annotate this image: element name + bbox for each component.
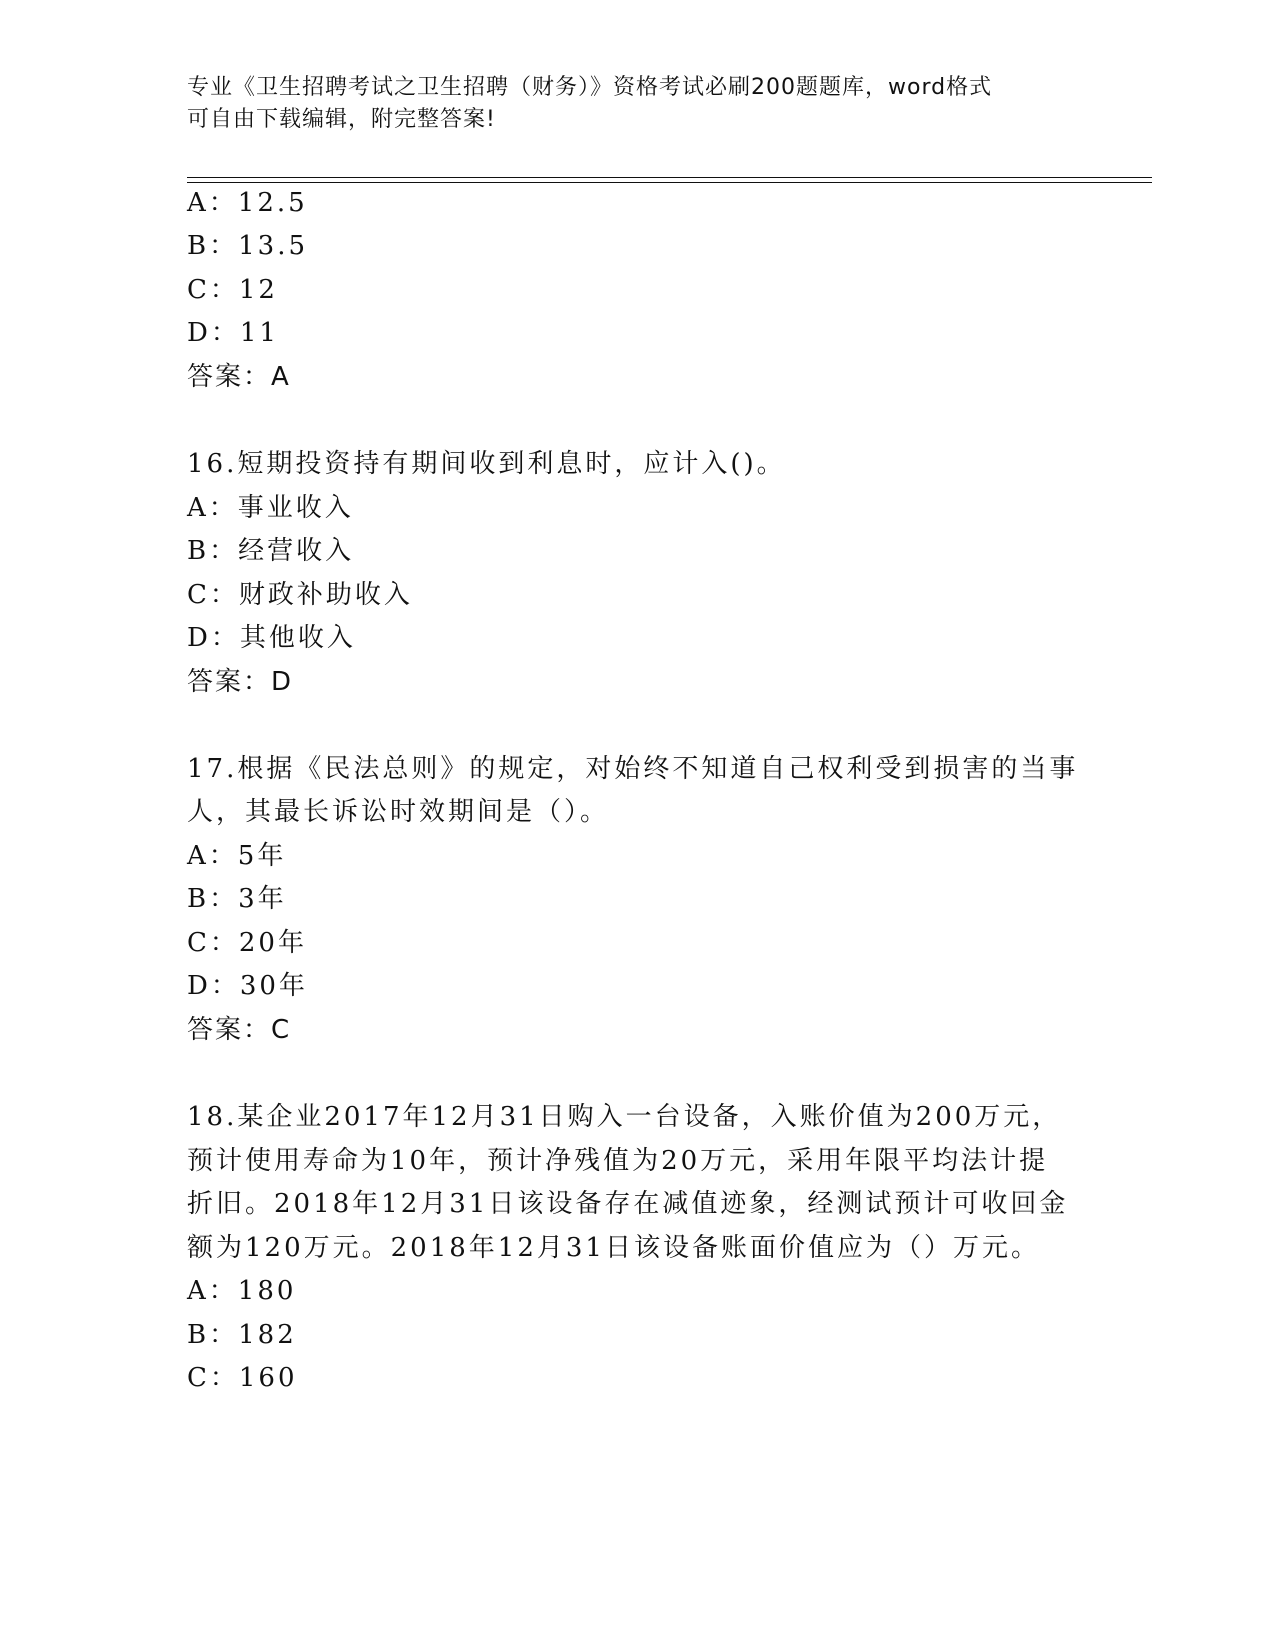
q17-option-b: B：3年: [187, 884, 287, 914]
q16-option-c: C：财政补助收入: [187, 580, 413, 610]
q16-stem: 16.短期投资持有期间收到利息时，应计入()。: [187, 449, 786, 479]
q16-option-b: B：经营收入: [187, 536, 355, 566]
q17-option-a: A：5年: [187, 841, 287, 871]
document-header: [187, 72, 1087, 136]
q18-stem-line-4: 额为120万元。2018年12月31日该设备账面价值应为（）万元。: [187, 1233, 1040, 1263]
q18-stem-line-2: 预计使用寿命为10年，预计净残值为20万元，采用年限平均法计提: [187, 1146, 1049, 1176]
q15-option-d: D：11: [187, 318, 279, 348]
q16-option-d: D：其他收入: [187, 623, 356, 653]
q18-stem-line-3: 折旧。2018年12月31日该设备存在减值迹象，经测试预计可收回金: [187, 1189, 1069, 1219]
q18-stem-line-1: 18.某企业2017年12月31日购入一台设备，入账价值为200万元，: [187, 1102, 1062, 1132]
q18-option-b: B：182: [187, 1320, 297, 1350]
q17-stem-line-2: 人，其最长诉讼时效期间是（）。: [187, 797, 610, 827]
q17-answer: 答案：C: [187, 1015, 292, 1045]
q18-option-c: C：160: [187, 1363, 298, 1393]
q17-stem-line-1: 17.根据《民法总则》的规定，对始终不知道自己权利受到损害的当事: [187, 754, 1079, 784]
header-line-1: 专业《卫生招聘考试之卫生招聘（财务）》资格考试必刷200题题库，word格式: [187, 75, 993, 100]
q17-option-c: C：20年: [187, 928, 307, 958]
q18-option-a: A：180: [187, 1276, 297, 1306]
header-line-2: 可自由下载编辑，附完整答案!: [187, 107, 496, 132]
q15-option-a: A：12.5: [187, 188, 308, 218]
q15-option-c: C：12: [187, 275, 278, 305]
q16-answer: 答案：D: [187, 667, 294, 697]
q15-answer: 答案：A: [187, 362, 291, 392]
q15-option-b: B：13.5: [187, 231, 308, 261]
q16-option-a: A：事业收入: [187, 493, 354, 523]
q17-option-d: D：30年: [187, 971, 308, 1001]
header-divider-top: [187, 177, 1152, 178]
